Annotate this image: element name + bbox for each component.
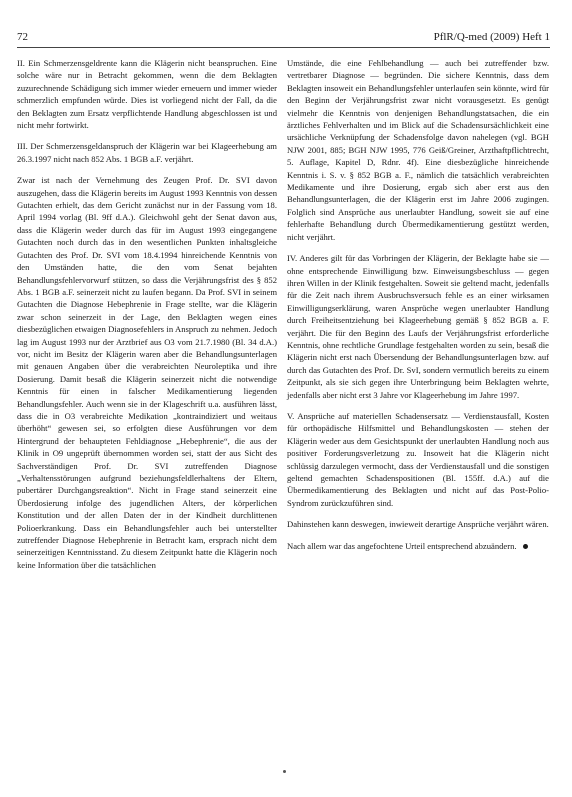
paragraph-dahinstehen: Dahinstehen kann deswegen, inwieweit derartige Ansprüche verjährt wären. — [287, 519, 549, 530]
right-column — [287, 57, 549, 561]
paragraph-iv: IV. Anderes gilt für das Vorbringen der Klägerin, der Beklagte habe sie — ohne entsprechende Einwilligung bzw. Einweisungsbeschluss — gegen ihren Willen in der Klinik festgehalten. Soweit sie geltend macht, jedenfalls für die Zeit nach ihrem Ausbruchsversuch fehle es an einer wirksamen Einwilligungserklärung, waren Ansprüche wegen unerlaubter Handlung durch Freiheitsentziehung bei Klageerhebung gemäß § 852 BGB a. F. verjährt. Die für den Beginn des Laufs der Verjährungsfrist erforderliche Kenntnis, ohne rechtliche Grundlage festgehalten worden zu sein, besaß die Klägerin nicht erst nach Übersendung der Behandlungsunterlagen bzw. auf durch das Gutachten des Prof. Dr. SvI, sondern vermutlich bereits zu einem Zeitpunkt, als sie sich gegen ihre Unterbringung beim Beklagten wehrte, jedenfalls aber nicht erst 3 Jahre vor Klageerhebung im Jahre 1997. — [287, 253, 549, 400]
scan-speck — [283, 770, 286, 773]
header-rule — [17, 47, 550, 48]
paragraph-continuation: Umstände, die eine Fehlbehandlung — auch bei zutreffender bzw. vertretbarer Diagnose — begründen. Die sichere Kenntnis, dass dem Beklagten insoweit ein Behandlungsfehler unterlaufen sein könnte, wird für den Beginn der Verjährungsfrist zwar nicht vorausgesetzt. Es genügt vielmehr die Kenntnis von denjenigen Behandlungstatsachen, die ein ärztliches Fehlverhalten und im Blick auf die Schadensursächlichkeit eine ursächliche Verknüpfung der Schadensfolge davon nahelegen (vgl. BGH NJW 2001, 885; BGH NJW 1995, 776 Geiß/Greiner, Arzthaftpflichtrecht, 5. Auflage, Kapitel D, Rdnr. 4f). Eine diesbezügliche hinreichende Kenntnis i. S. v. § 852 BGB a. F., nämlich die tatsächlich verabreichten Medikamente und ihre Dosierung, ergab sich aber erst aus den Behandlungsunterlagen, die der Klägerin erst im Jahre 2006 zugingen. Folglich sind Ansprüche aus unerlaubter Handlung, soweit sie auf eine fehlerhafte Behandlung durch Übermedikamentierung gestützt werden, nicht verjährt. — [287, 58, 549, 242]
paragraph-v: V. Ansprüche auf materiellen Schadensersatz — Verdienstausfall, Kosten für orthopädische Hilfsmittel und Behandlungskosten — stehen der Klägerin weder aus dem Gesichtspunkt der unerlaubten Handlung noch aus positiver Forderungsverletzung zu. Insoweit hat die Klägerin nicht schlüssig darzulegen vermocht, dass der Verdienstausfall und die sonstigen geltend gemachten Schadenspositionen (Bl. 155ff. d.A.) auf die Übermedikamentierung des Beklagten und nicht auf das Post-Polio-Syndrom zurückzuführen sind. — [287, 410, 549, 508]
paragraph-iii-body: Zwar ist nach der Vernehmung des Zeugen Prof. Dr. SVI davon auszugehen, dass die Klägerin bereits im August 1993 Kenntnis von dessen Gutachten erhielt, das dem Gericht zunächst nur in der Fassung vom 18. April 1994 vorlag (Bl. 9ff d.A.). Gleichwohl geht der Senat davon aus, dass die Klägerin weder durch das für im August 1993 eingegangene Gutachten noch durch das in den wesentlichen Punkten inhaltsgleiche Gutachten des Prof. Dr. SVI vom 18.4.1994 hinreichende Kenntnis von den Umständen hatte, die den vom Senat bejahten Behandlungsfehlervorwurf stützen, so dass die Verjährungsfrist des § 852 Abs. 1 BGB a.F. seinerzeit nicht zu laufen begann. Da Prof. SVI in seinem Gutachten die Diagnose Hebephrenie in Frage stellte, war die Klägerin zwar schon seinerzeit in der Lage, den Beklagten wegen eines diesbezüglichen etwaigen Diagnosefehlers in Anspruch zu nehmen. Jedoch lag im August 1993 nur der Arztbrief aus O3 vom 21.7.1980 (Bl. 34 d.A.) vor, nicht im Besitz der Klägerin waren aber die Behandlungsunterlagen mit genauen Angaben über die verabreichten Neuroleptika und ihre Dosierung. Damit besaß die Klägerin seinerzeit nicht die notwendige Kenntnis für einen in falscher Medikamentierung liegenden Behandlungsfehler. Auch wenn sie in der Klageschrift u.a. ausführen lässt, dass die in O3 verabreichte Medikation „kontraindiziert und weitaus überhöht“ gewesen sei, so erfolgten diese Ausführungen vor dem Hintergrund der behaupteten Fehldiagnose „Hebephrenie“, die aus der Klinik in O9 ungeprüft übernommen worden sei, statt der aus Sicht des Sachverständigen Prof. Dr. SVI zutreffenden Diagnose „Verhaltensstörungen aufgrund beziehungsfeldlerhaltens der Eltern, pubertärer Durchgangsreaktion“. Nicht in Frage stand seinerzeit eine Überdosierung infolge des jugendlichen Alters, der körperlichen Konstitution und der allen Daten der in der Kindheit durchlittenen Polioerkrankung. Dass ein Behandlungsfehler auch bei unterstellter zutreffender Diagnose Hebephrenie in Betracht kam, ersprach nicht dem seinerzeitigen Kenntnisstand. Zu diesem Zeitpunkt hatte die Klägerin noch keine Information über die tatsächlichen — [17, 175, 277, 570]
end-of-article-icon — [523, 544, 528, 549]
paragraph-iii: III. Der Schmerzensgeldanspruch der Klägerin war bei Klageerhebung am 26.3.1997 nicht nach 852 Abs. 1 BGB a.F. verjährt. — [17, 141, 277, 164]
conclusion-text: Nach allem war das angefochtene Urteil entsprechend abzuändern. — [287, 540, 517, 551]
journal-header: PflR/Q-med (2009) Heft 1 — [433, 31, 550, 43]
left-column — [17, 57, 277, 580]
paragraph-conclusion — [287, 540, 549, 552]
paragraph-ii: II. Ein Schmerzensgeldrente kann die Klägerin nicht beanspruchen. Eine solche wäre nur in Betracht gekommen, wenn die dem Beklagten zuzurechnende Schädigung sich immer wieder erneuern und immer wieder schmerzlich empfunden würde. Dies ist vorliegend nicht der Fall, da die den Beklagten zum Ersatz verpflichtende Handlung abgeschlossen ist und nicht mehr fortwirkt. — [17, 58, 277, 131]
page-number: 72 — [17, 31, 28, 43]
